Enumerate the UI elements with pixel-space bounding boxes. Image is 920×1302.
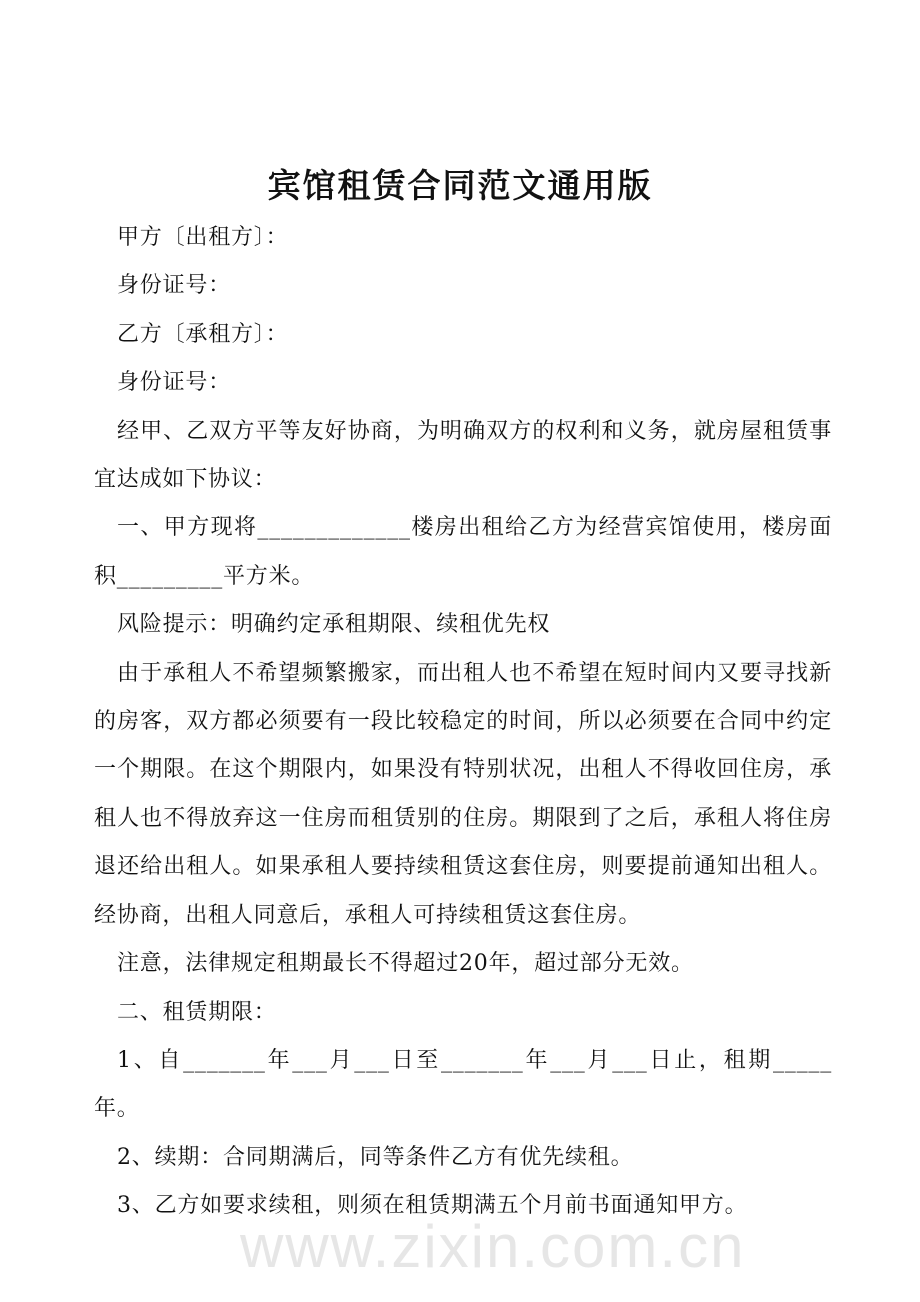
clause-2-heading: 二、租赁期限： (117, 999, 277, 1025)
watermark: www.zixin.com.cn (240, 1213, 746, 1280)
party-b-line: 乙方〔承租方〕： (117, 321, 289, 347)
clause-2-item-1: 1、自_______年___月___日至_______年___月___日止，租期_____年。 (94, 1047, 832, 1122)
risk-tip-paragraph: 由于承租人不希望频繁搬家，而出租人也不希望在短时间内又要寻找新的房客，双方都必须要有一段比较稳定的时间，所以必须要在合同中约定一个期限。在这个期限内，如果没有特别状况，出租人不得收回住房，承租人也不得放弃这一住房而租赁别的住房。期限到了之后，承租人将住房退还给出租人。如果承租人要持续租赁这套住房，则要提前通知出租人。经协商，出租人同意后，承租人可持续租赁这套住房。 (94, 660, 832, 928)
clause-1-paragraph: 一、甲方现将_____________楼房出租给乙方为经营宾馆使用，楼房面积_________平方米。 (94, 515, 832, 589)
preamble-paragraph: 经甲、乙双方平等友好协商，为明确双方的权利和义务，就房屋租赁事宜达成如下协议： (94, 418, 832, 493)
party-a-line: 甲方〔出租方〕： (117, 225, 289, 250)
document-body (94, 214, 832, 1231)
party-b-id-line: 身份证号： (117, 370, 232, 396)
party-a-id-line: 身份证号： (117, 273, 232, 299)
note-paragraph: 注意，法律规定租期最长不得超过20年，超过部分无效。 (117, 951, 694, 977)
document-title: 宾馆租赁合同范文通用版 (267, 166, 653, 205)
clause-2-item-3: 3、乙方如要求续租，则须在租赁期满五个月前书面通知甲方。 (117, 1193, 748, 1219)
risk-tip-heading: 风险提示：明确约定承租期限、续租优先权 (117, 612, 551, 638)
clause-2-item-2: 2、续期：合同期满后，同等条件乙方有优先续租。 (117, 1144, 634, 1170)
